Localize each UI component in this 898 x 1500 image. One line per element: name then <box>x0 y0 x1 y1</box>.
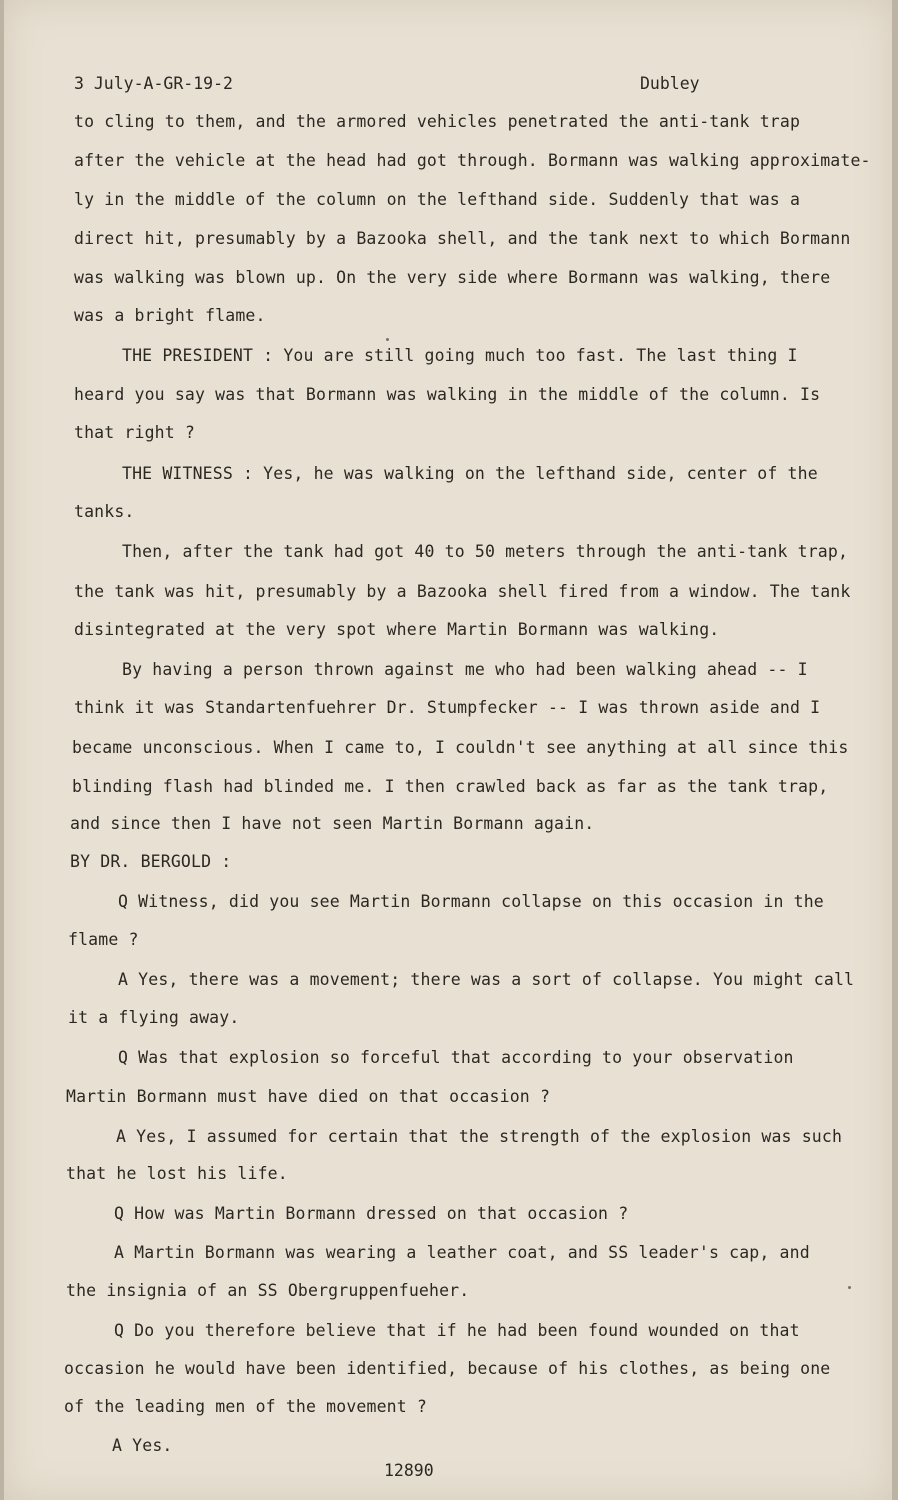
text-line: to cling to them, and the armored vehicles penetrated the anti-tank trap <box>74 112 801 131</box>
text-line: disintegrated at the very spot where Martin Bormann was walking. <box>74 620 720 639</box>
text-line: tanks. <box>74 502 135 521</box>
text-line: occasion he would have been identified, because of his clothes, as being one <box>64 1359 831 1378</box>
text-line: that he lost his life. <box>66 1164 288 1183</box>
text-line: THE WITNESS : Yes, he was walking on the lefthand side, center of the <box>122 464 818 483</box>
text-line: that right ? <box>74 423 196 442</box>
paper-speck <box>848 1286 851 1289</box>
text-line: direct hit, presumably by a Bazooka shell, and the tank next to which Bormann <box>74 229 851 248</box>
text-line: of the leading men of the movement ? <box>64 1397 428 1416</box>
text-line: Q Witness, did you see Martin Bormann collapse on this occasion in the <box>118 892 824 911</box>
reporter-name: Dubley <box>640 74 700 93</box>
text-line: THE PRESIDENT : You are still going much too fast. The last thing I <box>122 346 798 365</box>
text-line: Q Do you therefore believe that if he had been found wounded on that <box>114 1321 800 1340</box>
text-line: flame ? <box>68 930 139 949</box>
text-line: A Martin Bormann was wearing a leather coat, and SS leader's cap, and <box>114 1243 810 1262</box>
text-line: was a bright flame. <box>74 306 266 325</box>
text-line: and since then I have not seen Martin Bormann again. <box>70 814 595 833</box>
text-line: after the vehicle at the head had got through. Bormann was walking approximate- <box>74 151 871 170</box>
text-line: A Yes. <box>112 1436 173 1455</box>
text-line: Q How was Martin Bormann dressed on that occasion ? <box>114 1204 629 1223</box>
text-line: think it was Standartenfuehrer Dr. Stumpfecker -- I was thrown aside and I <box>74 698 821 717</box>
document-reference: 3 July-A-GR-19-2 <box>74 74 233 93</box>
document-page <box>4 0 892 1500</box>
text-line: heard you say was that Bormann was walking in the middle of the column. Is <box>74 385 821 404</box>
text-line: the insignia of an SS Obergruppenfueher. <box>66 1281 470 1300</box>
text-line: blinding flash had blinded me. I then crawled back as far as the tank trap, <box>72 777 829 796</box>
text-line: Martin Bormann must have died on that occasion ? <box>66 1087 551 1106</box>
text-line: became unconscious. When I came to, I couldn't see anything at all since this <box>72 738 849 757</box>
page-number: 12890 <box>384 1461 434 1480</box>
text-line: A Yes, I assumed for certain that the strength of the explosion was such <box>116 1127 843 1146</box>
text-line: ly in the middle of the column on the lefthand side. Suddenly that was a <box>74 190 801 209</box>
text-line: By having a person thrown against me who had been walking ahead -- I <box>122 660 808 679</box>
paper-speck <box>386 338 389 341</box>
text-line: the tank was hit, presumably by a Bazooka shell fired from a window. The tank <box>74 582 851 601</box>
text-line: Q Was that explosion so forceful that according to your observation <box>118 1048 794 1067</box>
text-line: it a flying away. <box>68 1008 240 1027</box>
examiner-heading: BY DR. BERGOLD : <box>70 852 232 871</box>
text-line: A Yes, there was a movement; there was a sort of collapse. You might call <box>118 970 855 989</box>
text-line: Then, after the tank had got 40 to 50 meters through the anti-tank trap, <box>122 542 849 561</box>
text-line: was walking was blown up. On the very side where Bormann was walking, there <box>74 268 831 287</box>
